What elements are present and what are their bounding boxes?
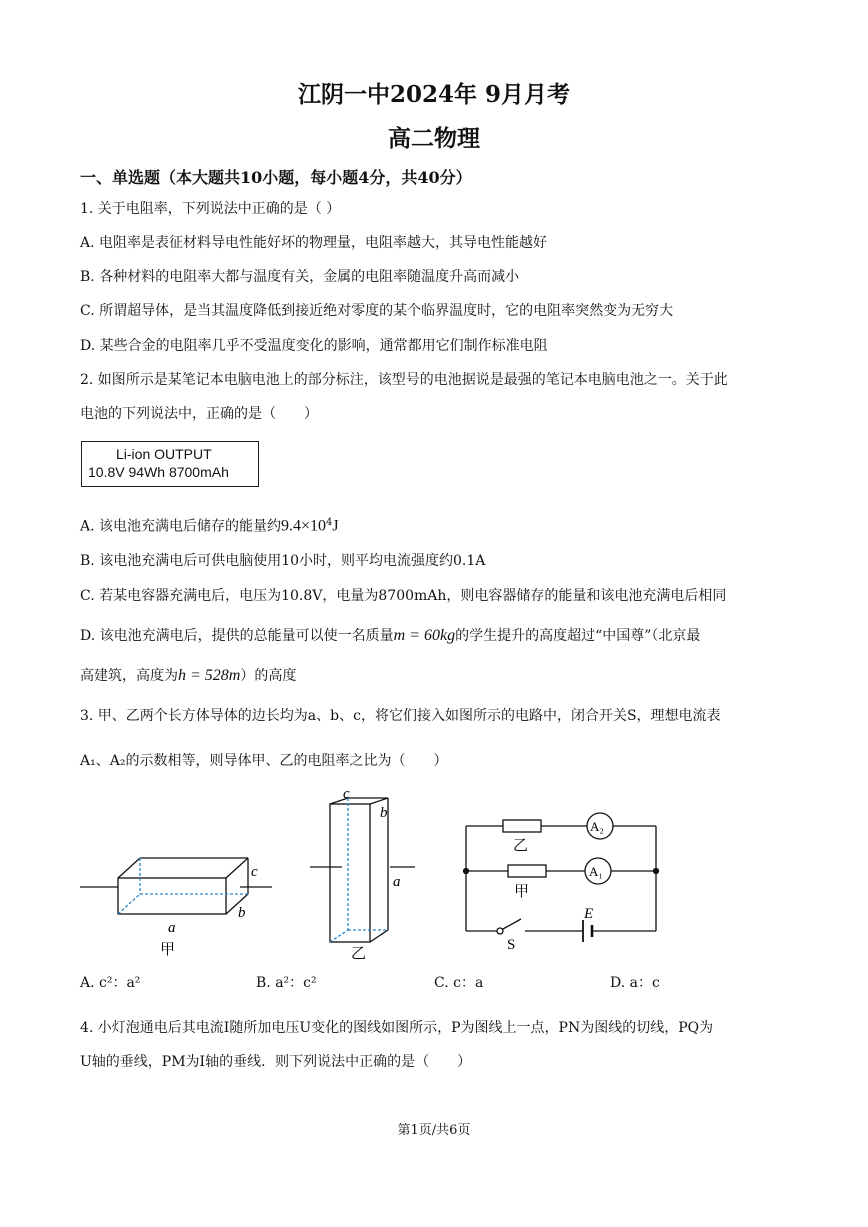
question-2-stem-line2: 电池的下列说法中，正确的是（ ） xyxy=(80,406,318,422)
question-3-stem-line2: A₁、A₂的示数相等，则导体甲、乙的电阻率之比为（ ） xyxy=(80,753,448,769)
option-a-exponent: 4 xyxy=(326,517,333,528)
block-yi xyxy=(310,798,415,942)
question-1-option-c: C. 所谓超导体，是当其温度降低到接近绝对零度的某个临界温度时，它的电阻率突然变为无穷大 xyxy=(80,303,674,319)
emf-label: E xyxy=(584,906,594,922)
option-d-text-3: 高建筑，高度为 xyxy=(80,668,178,684)
question-1-option-d: D. 某些合金的电阻率几乎不受温度变化的影响，通常都用它们制作标准电阻 xyxy=(80,338,548,354)
yi-edge-c: c xyxy=(343,786,350,802)
question-4-stem-line2: U轴的垂线，PM为I轴的垂线．则下列说法中正确的是（ ） xyxy=(80,1054,472,1070)
option-d-mass: m = 60kg xyxy=(393,627,456,644)
option-d-text-4: ）的高度 xyxy=(240,668,297,684)
jia-edge-a: a xyxy=(168,920,176,936)
question-3-option-a: A. c²：a² xyxy=(80,975,141,991)
question-3-option-d: D. a：c xyxy=(610,975,660,991)
circuit-jia-label: 甲 xyxy=(514,884,530,900)
exam-subject: 高二物理 xyxy=(388,125,480,152)
question-2-stem-line1: 2. 如图所示是某笔记本电脑电池上的部分标注，该型号的电池据说是最强的笔记本电脑电池之一。关于此 xyxy=(80,372,728,388)
option-a-unit: J xyxy=(332,517,339,535)
question-2-option-d-line1 xyxy=(80,626,700,646)
page-footer: 第1页/共6页 xyxy=(397,1123,471,1138)
question-2-option-b: B. 该电池充满电后可供电脑使用10小时，则平均电流强度约0.1A xyxy=(80,553,486,569)
jia-edge-b: b xyxy=(238,905,246,921)
battery-label-box xyxy=(81,441,259,487)
option-d-height: h = 528m xyxy=(178,667,241,684)
question-3-figure xyxy=(0,780,868,970)
question-2-option-a xyxy=(80,513,339,537)
question-3-option-c: C. c：a xyxy=(434,975,484,991)
option-d-text-2: 的学生提升的高度超过“中国尊”（北京最 xyxy=(455,628,701,644)
jia-label: 甲 xyxy=(160,942,176,958)
yi-label: 乙 xyxy=(351,946,367,962)
battery-label-line2: 10.8V 94Wh 8700mAh xyxy=(88,464,229,480)
question-3-stem-line1: 3. 甲、乙两个长方体导体的边长均为a、b、c，将它们接入如图所示的电路中，闭合开关S，理想电流表 xyxy=(80,708,721,724)
jia-edge-c: c xyxy=(251,864,258,880)
option-a-text: A. 该电池充满电后储存的能量约 xyxy=(80,518,282,535)
question-1-option-a: A. 电阻率是表征材料导电性能好坏的物理量，电阻率越大，其导电性能越好 xyxy=(80,235,548,251)
question-3-option-b: B. a²：c² xyxy=(256,975,317,991)
ammeter-a1-label: A₁ xyxy=(589,864,603,879)
question-2-option-d-line2 xyxy=(80,666,296,686)
battery-label-line1: Li-ion OUTPUT xyxy=(116,446,212,462)
option-d-text-1: D. 该电池充满电后，提供的总能量可以使一名质量 xyxy=(80,628,394,644)
exam-title: 江阴一中2024年 9月月考 xyxy=(297,81,571,108)
question-2-option-c: C. 若某电容器充满电后，电压为10.8V，电量为8700mAh，则电容器储存的能量和该电池充满电后相同 xyxy=(80,588,727,604)
circuit-yi-label: 乙 xyxy=(513,838,529,854)
option-a-value: 9.4×10 xyxy=(281,517,327,535)
question-1-stem: 1. 关于电阻率，下列说法中正确的是（ ） xyxy=(80,201,341,217)
switch-label: S xyxy=(507,937,516,953)
circuit-diagram xyxy=(464,813,659,942)
yi-edge-a: a xyxy=(393,874,401,890)
ammeter-a2-label: A₂ xyxy=(590,819,604,834)
yi-edge-b: b xyxy=(380,805,388,821)
section-heading: 一、单选题（本大题共10小题，每小题4分，共40分） xyxy=(80,168,472,187)
question-4-stem-line1: 4. 小灯泡通电后其电流I随所加电压U变化的图线如图所示，P为图线上一点，PN为图线的切线，PQ为 xyxy=(80,1020,714,1036)
question-1-option-b: B. 各种材料的电阻率大都与温度有关，金属的电阻率随温度升高而减小 xyxy=(80,269,520,285)
